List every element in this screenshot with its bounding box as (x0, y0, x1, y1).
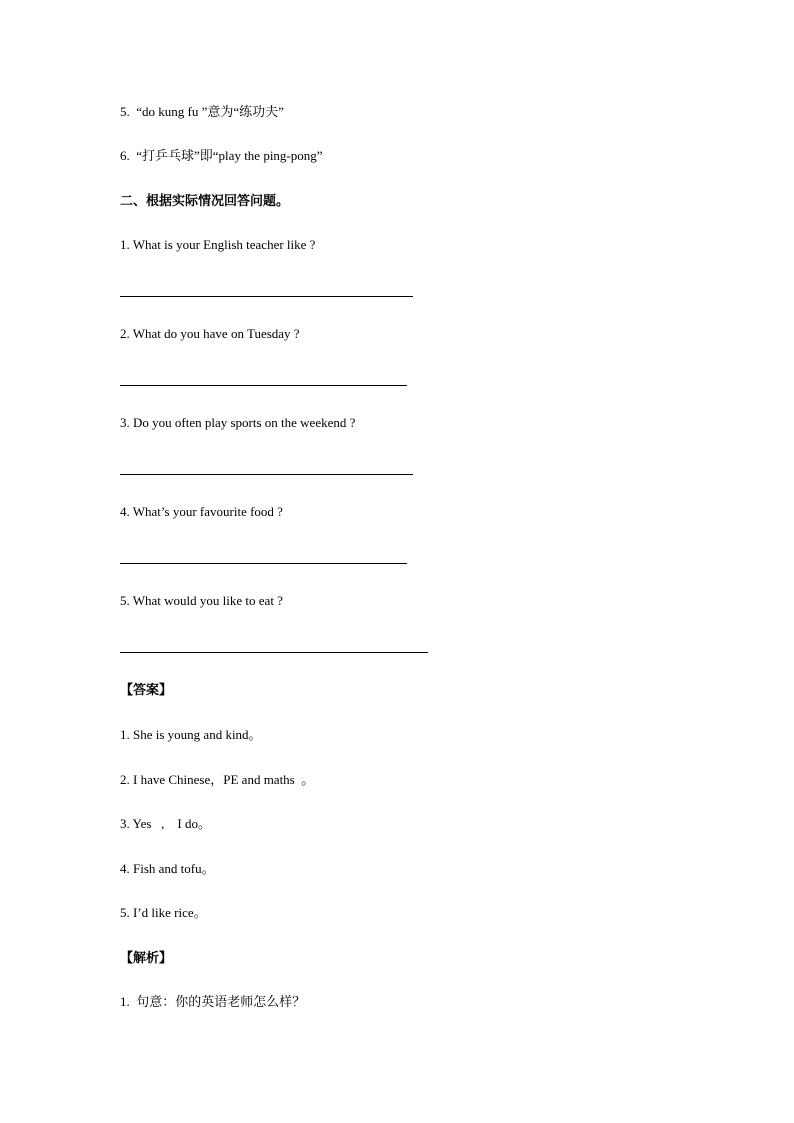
answer-3: 3. Yes , I do。 (120, 816, 212, 831)
answer-line-1[interactable] (120, 296, 413, 297)
analysis-heading: 【解析】 (120, 950, 173, 965)
answer-line-4[interactable] (120, 563, 407, 564)
answer-line-3[interactable] (120, 474, 413, 475)
answer-5: 5. I’d like rice。 (120, 905, 207, 920)
question-1: 1. What is your English teacher like ? (120, 237, 316, 252)
question-3: 3. Do you often play sports on the weekend ? (120, 415, 356, 430)
answer-line-2[interactable] (120, 385, 407, 386)
item-6-text: 6. “打乒乓球”即“play the ping-pong” (120, 148, 323, 163)
answers-heading: 【答案】 (120, 682, 173, 697)
answer-1: 1. She is young and kind。 (120, 727, 262, 742)
answer-line-5[interactable] (120, 652, 428, 653)
question-4: 4. What’s your favourite food ? (120, 504, 283, 519)
question-2: 2. What do you have on Tuesday ? (120, 326, 300, 341)
item-5-text: 5. “do kung fu ”意为“练功夫” (120, 104, 284, 119)
section-2-heading: 二、根据实际情况回答问题。 (120, 193, 290, 208)
analysis-1: 1. 句意：你的英语老师怎么样？ (120, 994, 306, 1009)
question-5: 5. What would you like to eat ? (120, 593, 283, 608)
answer-4: 4. Fish and tofu。 (120, 861, 215, 876)
answer-2: 2. I have Chinese，PE and maths 。 (120, 772, 315, 787)
